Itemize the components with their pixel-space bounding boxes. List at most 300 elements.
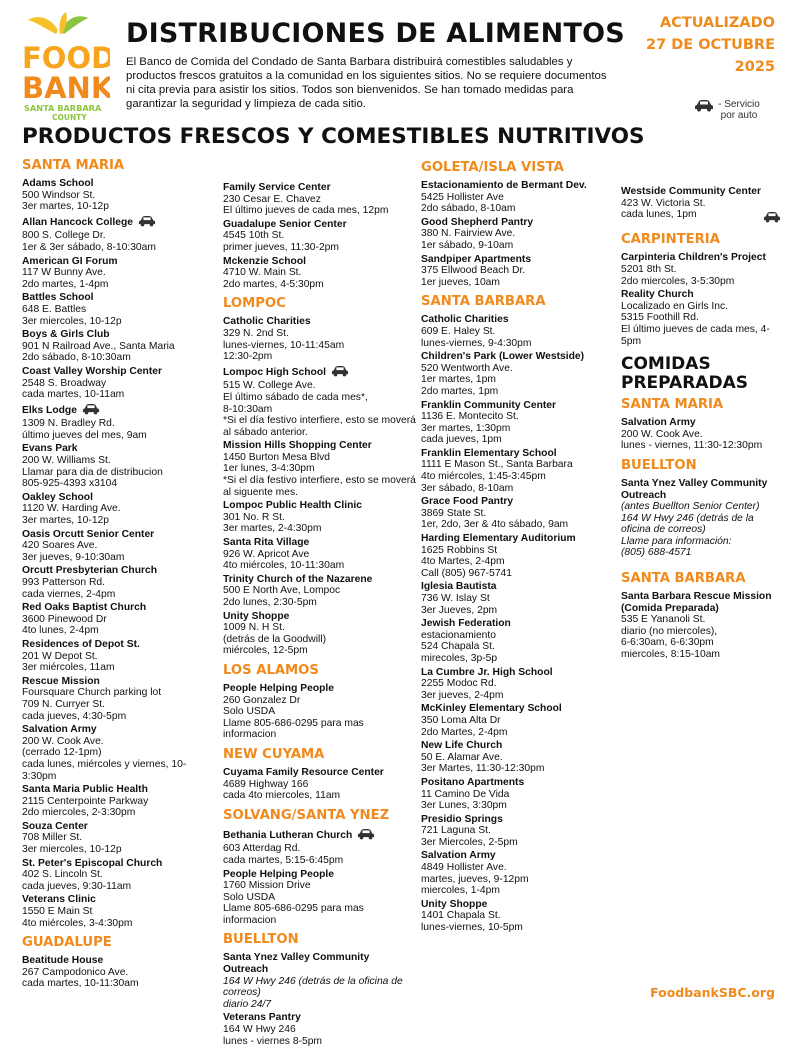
- region-santa-barbara: SANTA BARBARA: [421, 294, 546, 310]
- site-entry: [223, 869, 417, 927]
- site-entry: [22, 639, 218, 674]
- site-entry: [421, 400, 617, 446]
- region-buellton: BUELLTON: [223, 932, 299, 948]
- site-entry: [223, 316, 417, 362]
- site-detail: cada martes, 5:15-6:45pm: [223, 854, 344, 866]
- site-entry: [421, 899, 617, 934]
- site-detail: Localizado en Girls Inc.: [621, 300, 729, 312]
- site-detail: 200 W. Williams St.: [22, 455, 111, 467]
- site-name: Veterans Pantry: [223, 1012, 301, 1024]
- site-detail: 350 Loma Alta Dr: [421, 714, 501, 726]
- site-detail: 1760 Mission Drive: [223, 880, 311, 892]
- site-detail: 260 Gonzalez Dr: [223, 694, 301, 706]
- region-meals-buellton: BUELLTON: [621, 457, 697, 473]
- site-detail: 4710 W. Main St.: [223, 267, 302, 279]
- updated-line-1: ACTUALIZADO: [659, 15, 775, 31]
- site-detail: 11 Camino De Vida: [421, 788, 510, 800]
- site-entry: [421, 740, 617, 775]
- site-detail: *Si el día festivo interfiere, esto se moverá al siguente mes.: [223, 475, 416, 498]
- site-entry: [421, 618, 617, 664]
- site-detail: cada martes, 10-11:30am: [22, 978, 139, 990]
- site-entry: [621, 478, 781, 559]
- site-detail: 3er Jueves, 2pm: [421, 604, 498, 616]
- site-entry: [22, 329, 218, 364]
- site-detail: 3er miercoles, 10-12p: [22, 315, 122, 327]
- site-detail: 8-10:30am: [223, 403, 273, 415]
- site-name: Adams School: [22, 178, 94, 189]
- site-detail: Foursquare Church parking lot: [22, 687, 162, 699]
- site-detail: 4to lunes, 2-4pm: [22, 625, 99, 637]
- site-detail: 3er martes, 2-4:30pm: [223, 523, 322, 535]
- site-name: Mckenzie School: [223, 255, 306, 267]
- site-detail: 3er martes, 10-12p: [22, 201, 109, 213]
- column-1: [22, 158, 218, 992]
- site-entry: [621, 289, 781, 347]
- site-entry: [621, 252, 781, 287]
- site-detail: 380 N. Fairview Ave.: [421, 228, 516, 240]
- site-name: Catholic Charities: [223, 316, 311, 328]
- site-detail: diario 24/7: [223, 998, 272, 1010]
- site-entry: [621, 417, 781, 452]
- site-name: Souza Center: [22, 820, 88, 832]
- site-detail: 329 N. 2nd St.: [223, 327, 289, 339]
- site-detail: 2255 Modoc Rd.: [421, 678, 497, 690]
- site-name: Veterans Clinic: [22, 894, 96, 906]
- site-entry: [22, 292, 218, 327]
- region-meals-santa-maria: SANTA MARIA: [621, 397, 724, 413]
- site-name: Santa Ynez Valley Community Outreach: [223, 952, 370, 976]
- site-entry: [421, 351, 617, 397]
- site-detail: lunes-viernes, 9-4:30pm: [421, 337, 532, 349]
- site-name: Lompoc High School: [223, 366, 326, 378]
- site-name: Evans Park: [22, 443, 78, 455]
- site-name: Guadalupe Senior Center: [223, 218, 347, 230]
- site-entry: [223, 365, 417, 439]
- site-list: [621, 478, 781, 559]
- site-entry: [22, 724, 218, 782]
- site-entry: [421, 777, 617, 812]
- site-detail: 2do martes, 4-5:30pm: [223, 278, 324, 290]
- site-entry: [22, 565, 218, 600]
- site-detail: 603 Atterdag Rd.: [223, 843, 301, 855]
- site-name: Mission Hills Shopping Center: [223, 440, 372, 452]
- site-list: [223, 828, 417, 927]
- site-detail: 4to miércoles, 3-4:30pm: [22, 917, 133, 929]
- site-detail: último jueves del mes, 9am: [22, 429, 147, 441]
- site-detail: Call (805) 967-5741: [421, 567, 513, 579]
- site-entry: [22, 492, 218, 527]
- site-detail: 709 N. Curryer St.: [22, 698, 105, 710]
- site-name: Salvation Army: [621, 417, 696, 429]
- site-list: [22, 178, 218, 929]
- site-list: [421, 180, 617, 288]
- site-entry: [22, 256, 218, 291]
- site-detail: 2do sábado, 8-10am: [421, 203, 516, 215]
- logo-text-food: FOOD: [22, 41, 110, 75]
- site-entry: [22, 215, 218, 254]
- site-detail: 3er jueves, 2-4pm: [421, 689, 504, 701]
- region-meals-santa-barbara: SANTA BARBARA: [621, 571, 746, 587]
- site-detail: 736 W. Islay St: [421, 593, 490, 604]
- site-detail: 2548 S. Broadway: [22, 377, 107, 389]
- site-detail: martes, jueves, 9-12pm: [421, 873, 529, 885]
- site-detail: 1625 Robbins St: [421, 544, 498, 556]
- site-detail: 117 W Bunny Ave.: [22, 267, 106, 279]
- site-name: Rescue Mission: [22, 675, 100, 687]
- meals-title: COMIDAS PREPARADAS: [621, 354, 748, 394]
- site-name: Catholic Charities: [421, 314, 509, 326]
- site-detail: 2do miercoles, 2-3:30pm: [22, 807, 136, 819]
- site-detail: Llame para información:: [621, 535, 732, 547]
- site-detail: 201 W Depot St.: [22, 650, 98, 662]
- site-entry: [223, 683, 417, 741]
- site-entry: [223, 952, 417, 1010]
- site-name: Carpinteria Children's Project: [621, 252, 766, 264]
- site-name: Presidio Springs: [421, 813, 503, 825]
- legend: [694, 99, 761, 121]
- site-entry: [421, 254, 617, 289]
- site-entry: [421, 496, 617, 531]
- site-detail: 5201 8th St.: [621, 263, 677, 275]
- site-detail: 5315 Foothill Rd.: [621, 312, 699, 324]
- site-entry: [223, 219, 417, 254]
- site-detail: miercoles, 1-4pm: [421, 885, 500, 897]
- site-list: [22, 955, 218, 990]
- site-detail: 200 W. Cook Ave.: [22, 735, 104, 747]
- car-icon: [138, 215, 156, 231]
- intro-paragraph: El Banco de Comida del Condado de Santa Barbara distribuirá comestibles saludables y productos frescos gratuitos a la comunidad en los siguientes sitios. No se requiere documentos ni cita previa para asistir los sitios. Todos son bienvenidos. Se han tomado medidas para garantizar la seguridad y limpieza de cada sitio.: [126, 56, 607, 110]
- site-list: [223, 316, 417, 657]
- site-entry: [22, 858, 218, 893]
- site-entry: [223, 611, 417, 657]
- logo-text-county-2: COUNTY: [52, 113, 87, 122]
- site-detail: 721 Laguna St.: [421, 825, 491, 837]
- site-detail: 535 E Yananoli St.: [621, 614, 706, 626]
- updated-line-3: 2025: [734, 59, 775, 75]
- site-name: Children's Park (Lower Westside): [421, 351, 585, 363]
- site-detail: 2do martes, 1pm: [421, 385, 499, 397]
- site-entry: [22, 676, 218, 722]
- site-detail: 2do sábado, 8-10:30am: [22, 352, 131, 364]
- site-detail: 1111 E Mason St., Santa Barbara: [421, 459, 573, 471]
- site-detail: 50 E. Alamar Ave.: [421, 751, 503, 763]
- site-name: Unity Shoppe: [223, 610, 290, 622]
- site-detail: (cerrado 12-1pm): [22, 747, 102, 759]
- site-detail: 4545 10th St.: [223, 230, 285, 242]
- car-icon: [82, 403, 100, 419]
- site-detail: cada jueves, 9:30-11am: [22, 880, 132, 892]
- site-detail: 423 W. Victoria St.: [621, 197, 706, 209]
- site-detail: 12:30-2pm: [223, 351, 273, 363]
- site-list: [223, 182, 417, 290]
- updated-date: [646, 12, 775, 78]
- site-detail: 5425 Hollister Ave: [421, 191, 504, 203]
- site-name: Coast Valley Worship Center: [22, 365, 163, 377]
- site-name: Battles School: [22, 292, 94, 304]
- site-name: Orcutt Presbyterian Church: [22, 565, 158, 577]
- updated-line-2: 27 DE OCTUBRE: [646, 37, 775, 53]
- site-entry: [421, 667, 617, 702]
- site-name: Santa Maria Public Health: [22, 784, 148, 796]
- site-entry: [621, 186, 781, 226]
- region-solvang: SOLVANG/SANTA YNEZ: [223, 807, 390, 823]
- site-detail: 420 Soares Ave.: [22, 540, 98, 552]
- site-detail: 4to Martes, 2-4pm: [421, 556, 505, 568]
- site-entry: [421, 448, 617, 494]
- site-entry: [223, 767, 417, 802]
- site-detail: 164 W Hwy 246 (detrás de la oficina de correos): [621, 512, 754, 536]
- column-4: [621, 186, 781, 663]
- site-detail: 805-925-4393 x3104: [22, 478, 118, 490]
- site-entry: [22, 784, 218, 819]
- region-guadalupe: GUADALUPE: [22, 935, 112, 951]
- site-name: Salvation Army: [421, 850, 496, 862]
- site-entry: [421, 217, 617, 252]
- site-name: People Helping People: [223, 868, 334, 880]
- site-detail: miercoles, 8:15-10am: [621, 649, 721, 661]
- site-detail: 524 Chapala St.: [421, 641, 495, 653]
- site-name: Boys & Girls Club: [22, 329, 110, 341]
- site-detail: 1er, 2do, 3er & 4to sábado, 9am: [421, 519, 569, 531]
- site-list: [621, 591, 781, 661]
- site-name: Santa Ynez Valley Community Outreach: [621, 477, 768, 501]
- site-detail: Solo USDA: [223, 891, 276, 903]
- region-new-cuyama: NEW CUYAMA: [223, 746, 325, 762]
- site-detail: 1009 N. H St.: [223, 622, 285, 634]
- site-name: St. Peter's Episcopal Church: [22, 857, 163, 869]
- site-detail: 164 W Hwy 246: [223, 1024, 296, 1036]
- site-detail: primer jueves, 11:30-2pm: [223, 241, 339, 253]
- site-name: Reality Church: [621, 289, 694, 301]
- car-icon: [357, 828, 375, 844]
- site-entry: [22, 443, 218, 489]
- site-name: Jewish Federation: [421, 618, 511, 630]
- site-detail: cada lunes, 1pm: [621, 209, 697, 221]
- site-name: Franklin Elementary School: [421, 447, 557, 459]
- site-detail: 402 S. Lincoln St.: [22, 869, 103, 881]
- site-name: Elks Lodge: [22, 404, 77, 416]
- site-name: Cuyama Family Resource Center: [223, 766, 384, 778]
- site-detail: El último sábado de cada mes*,: [223, 391, 368, 403]
- site-name: Lompoc Public Health Clinic: [223, 500, 363, 512]
- site-detail: 708 Miller St.: [22, 832, 83, 844]
- site-entry: [421, 703, 617, 738]
- site-list: [621, 186, 781, 226]
- site-detail: 200 W. Cook Ave.: [621, 428, 703, 440]
- site-name: Santa Barbara Rescue Mission (Comida Preparada): [621, 591, 772, 614]
- site-entry: [421, 581, 617, 616]
- site-detail: 164 W Hwy 246 (detrás de la oficina de correos): [223, 975, 403, 999]
- site-list: [621, 417, 781, 452]
- site-detail: 1309 N. Bradley Rd.: [22, 418, 115, 430]
- site-name: Residences of Depot St.: [22, 638, 140, 650]
- site-entry: [223, 182, 417, 217]
- site-detail: El último jueves de cada mes, 4-5pm: [621, 323, 770, 347]
- site-detail: 2do miercoles, 3-5:30pm: [621, 275, 735, 287]
- logo-text-county-1: SANTA BARBARA: [24, 103, 102, 113]
- site-detail: Llame 805-686-0295 para mas informacion: [223, 903, 364, 926]
- region-los-alamos: LOS ALAMOS: [223, 662, 319, 678]
- site-name: La Cumbre Jr. High School: [421, 666, 553, 678]
- site-detail: 1401 Chapala St.: [421, 910, 501, 922]
- site-detail: diario (no miercoles),: [621, 625, 718, 637]
- site-name: Grace Food Pantry: [421, 496, 514, 508]
- site-detail: 6-6:30am, 6-6:30pm: [621, 637, 714, 649]
- site-name: Estacionamiento de Bermant Dev.: [421, 180, 587, 191]
- region-goleta: GOLETA/ISLA VISTA: [421, 160, 564, 175]
- site-detail: cada martes, 10-11am: [22, 389, 125, 401]
- site-detail: El último jueves de cada mes, 12pm: [223, 205, 389, 217]
- site-detail: 267 Campodonico Ave.: [22, 966, 129, 978]
- site-detail: 3er miércoles, 11am: [22, 662, 115, 674]
- site-detail: 515 W. College Ave.: [223, 380, 316, 392]
- site-detail: 3er Miercoles, 2-5pm: [421, 836, 518, 848]
- site-detail: 520 Wentworth Ave.: [421, 362, 513, 374]
- site-name: Unity Shoppe: [421, 898, 488, 910]
- site-detail: lunes - viernes, 11:30-12:30pm: [621, 440, 763, 452]
- site-detail: miércoles, 12-5pm: [223, 645, 308, 657]
- site-detail: 3er martes, 1:30pm: [421, 422, 511, 434]
- site-entry: [22, 366, 218, 401]
- site-name: People Helping People: [223, 682, 334, 694]
- site-name: Oakley School: [22, 491, 93, 503]
- site-name: Oasis Orcutt Senior Center: [22, 528, 155, 540]
- site-detail: 1er lunes, 3-4:30pm: [223, 463, 315, 475]
- page-title: DISTRIBUCIONES DE ALIMENTOS: [126, 18, 625, 49]
- site-detail: cada jueves, 1pm: [421, 434, 502, 446]
- site-detail: lunes-viernes, 10-5pm: [421, 922, 523, 934]
- site-name: Franklin Community Center: [421, 399, 557, 411]
- site-name: Allan Hancock College: [22, 216, 134, 228]
- site-entry: [22, 955, 218, 990]
- site-detail: 3er Lunes, 3:30pm: [421, 800, 507, 812]
- site-detail: 3er jueves, 9-10:30am: [22, 551, 125, 563]
- site-detail: 4to miércoles, 10-11:30am: [223, 560, 345, 572]
- site-entry: [421, 180, 617, 215]
- site-detail: 3er miercoles, 10-12p: [22, 844, 122, 856]
- site-list: [223, 683, 417, 741]
- site-entry: [421, 850, 617, 896]
- column-3: [421, 160, 617, 936]
- site-detail: Solo USDA: [223, 706, 276, 718]
- site-detail: 4689 Highway 166: [223, 778, 309, 790]
- site-detail: 3600 Pinewood Dr: [22, 613, 107, 625]
- site-entry: [22, 403, 218, 442]
- site-entry: [223, 828, 417, 867]
- site-list: [421, 314, 617, 933]
- site-name: American GI Forum: [22, 255, 118, 267]
- site-name: Bethania Lutheran Church: [223, 829, 353, 841]
- site-detail: (antes Buellton Senior Center): [621, 501, 760, 513]
- site-list: [223, 952, 417, 1047]
- site-detail: 2do martes, 1-4pm: [22, 278, 109, 290]
- site-entry: [22, 178, 218, 213]
- footer-url[interactable]: FoodbankSBC.org: [650, 985, 775, 1000]
- site-detail: 3869 State St.: [421, 507, 487, 519]
- site-name: Trinity Church of the Nazarene: [223, 573, 373, 585]
- site-entry: [223, 574, 417, 609]
- car-icon: [694, 99, 714, 117]
- site-detail: 500 Windsor St.: [22, 189, 96, 201]
- site-detail: 1550 E Main St: [22, 906, 93, 918]
- site-detail: cada jueves, 4:30-5pm: [22, 710, 127, 722]
- site-detail: 609 E. Haley St.: [421, 325, 496, 337]
- site-list: [621, 252, 781, 347]
- logo-text-bank: BANK: [22, 71, 110, 105]
- site-name: New Life Church: [421, 740, 503, 752]
- site-name: Salvation Army: [22, 724, 97, 736]
- site-detail: 648 E. Battles: [22, 303, 87, 315]
- site-list: [223, 767, 417, 802]
- site-detail: 1er jueves, 10am: [421, 276, 500, 288]
- site-name: Beatitude House: [22, 955, 104, 967]
- site-detail: lunes - viernes 8-5pm: [223, 1035, 323, 1047]
- site-entry: [223, 256, 417, 291]
- site-name: Positano Apartments: [421, 776, 525, 788]
- site-detail: 1136 E. Montecito St.: [421, 411, 519, 423]
- site-detail: 1120 W. Harding Ave.: [22, 503, 121, 515]
- site-entry: [421, 814, 617, 849]
- site-detail: 4to miércoles, 1:45-3:45pm: [421, 471, 546, 483]
- car-icon: [331, 365, 349, 381]
- site-detail: lunes-viernes, 10-11:45am: [223, 339, 345, 351]
- site-detail: 1er martes, 1pm: [421, 374, 496, 386]
- region-lompoc: LOMPOC: [223, 296, 286, 312]
- site-detail: 301 No. R St.: [223, 511, 285, 523]
- site-detail: *Si el día festivo interfiere, esto se moverá al sábado anterior.: [223, 415, 416, 438]
- site-detail: (detrás de la Goodwill): [223, 633, 327, 645]
- site-entry: [22, 529, 218, 564]
- site-detail: 901 N Railroad Ave., Santa Maria: [22, 340, 175, 352]
- site-detail: estacionamiento: [421, 629, 496, 641]
- column-2: [223, 182, 417, 1049]
- site-entry: [22, 894, 218, 929]
- site-name: Santa Rita Village: [223, 537, 310, 549]
- site-detail: 993 Patterson Rd.: [22, 577, 105, 588]
- site-detail: mirecoles, 3p-5p: [421, 652, 498, 664]
- site-detail: 1450 Burton Mesa Blvd: [223, 451, 331, 463]
- site-entry: [223, 537, 417, 572]
- site-detail: cada viernes, 2-4pm: [22, 588, 116, 600]
- site-detail: cada lunes, miércoles y viernes, 10-3:30pm: [22, 758, 187, 782]
- site-name: Family Service Center: [223, 182, 331, 193]
- site-name: McKinley Elementary School: [421, 703, 562, 715]
- site-entry: [22, 602, 218, 637]
- site-name: Harding Elementary Auditorium: [421, 533, 576, 545]
- site-detail: 2do lunes, 2:30-5pm: [223, 597, 317, 608]
- site-entry: [223, 440, 417, 498]
- site-detail: 4849 Hollister Ave.: [421, 862, 507, 874]
- site-name: Good Shepherd Pantry: [421, 216, 534, 228]
- site-detail: 500 E North Ave, Lompoc: [223, 585, 341, 597]
- site-detail: Llamar para dia de distribucion: [22, 466, 163, 478]
- site-name: Red Oaks Baptist Church: [22, 602, 147, 614]
- site-detail: 375 Ellwood Beach Dr.: [421, 265, 526, 277]
- site-detail: 3er Martes, 11:30-12:30pm: [421, 763, 545, 775]
- site-detail: 3er sábado, 8-10am: [421, 482, 514, 494]
- site-entry: [22, 821, 218, 856]
- site-detail: 1er & 3er sábado, 8-10:30am: [22, 241, 156, 253]
- site-detail: 2do Martes, 2-4pm: [421, 726, 508, 738]
- site-entry: [421, 314, 617, 349]
- site-detail: 3er martes, 10-12p: [22, 515, 109, 527]
- site-name: Sandpiper Apartments: [421, 253, 532, 265]
- site-name: Westside Community Center: [621, 186, 761, 197]
- site-entry: [621, 591, 781, 661]
- legend-text: - Servicio por auto: [718, 99, 760, 121]
- region-carpinteria: CARPINTERIA: [621, 232, 720, 248]
- site-entry: [421, 533, 617, 579]
